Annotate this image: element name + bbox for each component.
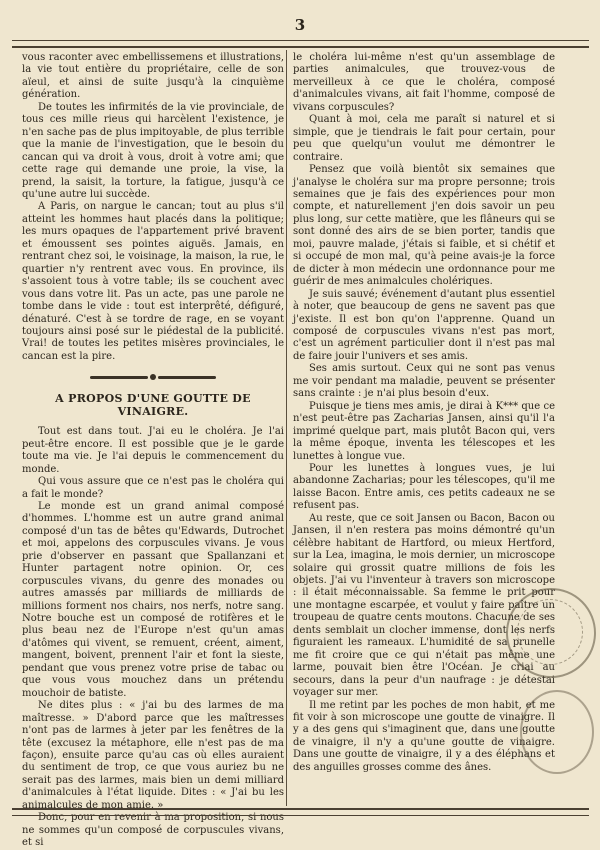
paragraph: Au reste, que ce soit Jansen ou Bacon, Bacon ou Jansen, il n'en restera pas moins démontré qu'un célèbre habitant de Hartford, ou mieux Hertford, sur la Lea, imagina, le mois dernier, un microscope solaire qui grossit quatre millions de fois les objets. J'ai vu l'inventeur à travers son microscope : il était méconnaissable. Sa femme le prit pour une montagne escarpée, et voulut y faire paître un troupeau de quatre cents moutons. Chacune de ses dents semblait un clocher immense, dont les nerfs figuraient les rameaux. L'humidité de sa prunelle me fit croire que ce qui n'était pas même une larme, pouvait bien être l'Océan. Je criai au secours, dans la peur d'un naufrage : je détestai voyager sur mer. <box>293 512 555 699</box>
paragraph: A Paris, on nargue le cancan; tout au plus s'il atteint les hommes haut placés dans la politique; les murs opaques de l'appartement privé bravent et émoussent ses pointes aiguës. Jamais, en rentrant chez soi, le voisinage, la maison, la rue, le quartier n'y rentrent avec vous. En province, ils s'assoient tous à votre table; ils se couchent avec vous dans votre lit. Pas un acte, pas une parole ne tombe dans le vide : tout est interprêté, défiguré, dénaturé. C'est à se tordre de rage, en se voyant toujours ainsi posé sur le piédestal de la publicité. Vrai! de toutes les petites misères provinciales, le cancan est la pire. <box>22 201 284 362</box>
paragraph: Le monde est un grand animal composé d'hommes. L'homme est un autre grand animal composé d'un tas de bêtes qu'Edwards, Dutrochet et moi, appelons des corpuscules vivans. Je vous prie d'observer en passant que Spallanzani et Hunter partagent notre opinion. Or, ces corpuscules vivans, du genre des monades ou autres amassés par milliards de milliards de millions forment nos chairs, nos nerfs, notre sang. Notre bouche est un composé de rotifères et le plus beau nez de l'Europe n'est qu'un amas d'atômes qui vivent, se remuent, créent, aiment, mangent, boivent, prennent l'air et font la sieste, pendant que vous prenez votre prise de tabac ou que vous vous mouchez dans un prétendu mouchoir de batiste. <box>22 500 284 699</box>
paragraph: le choléra lui-même n'est qu'un assemblage de parties animalcules, que trouvez-vous de merveilleux à ce que le choléra, composé d'animalcules vivans, ait fait l'homme, composé de vivans corpuscules? <box>293 52 555 113</box>
right-column <box>293 52 555 804</box>
paragraph: vous raconter avec embellissemens et illustrations, la vie tout entière du propriétaire, celle de son aïeul, et ainsi de suite jusqu'à la cinquième génération. <box>22 52 284 101</box>
footer-rule <box>12 808 589 816</box>
library-stamp-icon <box>520 690 594 774</box>
paragraph: Pensez que voilà bientôt six semaines que j'analyse le choléra sur ma propre personne; trois semaines que je fais des expériences pour mon compte, et naturellement j'en dois savoir un peu plus long, sur cette matière, que les flâneurs qui se sont donné des airs de se bien porter, tandis que moi, pauvre malade, j'étais si faible, et si chétif et si occupé de mon mal, qu'à peine avais-je la force de dicter à mon médecin une ordonnance pour me guérir de mes animalcules cholériques. <box>293 164 555 288</box>
header-rule <box>12 40 589 48</box>
article-title: A PROPOS D'UNE GOUTTE DE VINAIGRE. <box>55 392 251 418</box>
section-ornament <box>22 373 284 381</box>
column-divider <box>286 50 287 806</box>
paragraph: Ne dites plus : « j'ai bu des larmes de ma maîtresse. » D'abord parce que les maîtresses n'ont pas de larmes à jeter par les fenêtres de la tête (excusez la métaphore, elle n'est pas de ma façon), ensuite parce qu'au cas où elles auraient du sentiment de trop, ce que vous auriez bu ne serait pas des larmes, mais bien un demi milliard d'animalcules à l'état liquide. Dites : « J'ai bu les animalcules de mon amie. » <box>22 700 284 811</box>
paragraph: Tout est dans tout. J'ai eu le choléra. Je l'ai peut-être encore. Il est possible que je le garde toute ma vie. Je l'ai depuis le commencement du monde. <box>22 426 284 475</box>
paragraph: Pour les lunettes à longues vues, je lui abandonne Zacharias; pour les télescopes, qu'il me laisse Bacon. Entre amis, ces petits cadeaux ne se refusent pas. <box>293 462 555 512</box>
paragraph: Je suis sauvé; événement d'autant plus essentiel à noter, que beaucoup de gens ne savent pas que j'existe. Il est bon qu'on l'apprenne. Quand un composé de corpuscules vivans n'est pas mort, c'est un agrément particulier dont il n'est pas mal de faire jouir l'univers et ses amis. <box>293 288 555 362</box>
paragraph: Qui vous assure que ce n'est pas le choléra qui a fait le monde? <box>22 476 284 500</box>
paragraph: Il me retint par les poches de mon habit, et me fit voir à son microscope une goutte de vinaigre. Il y a des gens qui s'imaginent que, dans une goutte de vinaigre, il n'y a qu'une goutte de vinaigre. Dans une goutte de vinaigre, il y a des éléphans et des anguilles grosses comme des ânes. <box>293 699 555 773</box>
paragraph: Ses amis surtout. Ceux qui ne sont pas venus me voir pendant ma maladie, peuvent se présenter sans crainte : je n'ai plus besoin d'eux. <box>293 363 555 400</box>
library-stamp-icon <box>506 588 596 678</box>
paragraph: Puisque je tiens mes amis, je dirai à K*** que ce n'est peut-être pas Zacharias Jansen, ainsi qu'il l'a imprimé quelque part, mais plutôt Bacon qui, vers la même époque, inventa les télescopes et les lunettes à longue vue. <box>293 400 555 462</box>
paragraph: Quant à moi, cela me paraît si naturel et si simple, que je tiendrais le fait pour certain, pour peu que quelqu'un voulut me démontrer le contraire. <box>293 114 555 163</box>
left-column <box>22 52 284 849</box>
paragraph: Donc, pour en revenir à ma proposition, si nous ne sommes qu'un composé de corpuscules vivans, et si <box>22 812 284 849</box>
page-number: 3 <box>294 16 306 34</box>
paragraph: De toutes les infirmités de la vie provinciale, de tous ces mille rieus qui harcèlent l'existence, je n'en sache pas de plus impitoyable, de plus terrible que la manie de l'investigation, que le besoin du cancan qui va droit à vous, droit à votre ami; que cette rage qui demande une proie, la vise, la prend, la saisit, la torture, la fatigue, jusqu'à ce qu'une autre lui succède. <box>22 101 284 200</box>
